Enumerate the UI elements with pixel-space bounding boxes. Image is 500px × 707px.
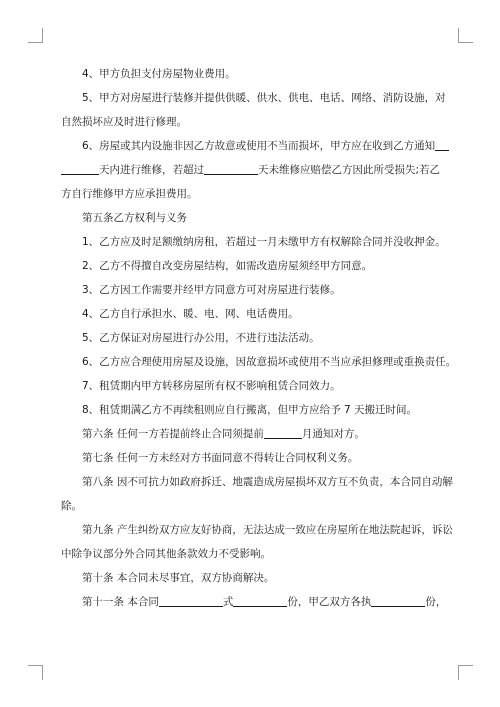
clause-line: 7、租赁期内甲方转移房屋所有权不影响租赁合同效力。: [82, 380, 341, 392]
clause-line: 第七条 任何一方未经对方书面同意不得转让合同权利义务。: [82, 452, 359, 464]
clause-line: 第八条 因不可抗力如政府拆迁、地震造成房屋损坏双方互不负责，本合同自动解: [82, 476, 453, 488]
fill-in-blank: [233, 594, 287, 607]
clause-line: 5、乙方保证对房屋进行办公用，不进行违法活动。: [82, 332, 320, 344]
clause-line: 中除争议部分外合同其他条款效力不受影响。: [61, 548, 271, 560]
section-heading: 第五条乙方权利与义务: [82, 212, 187, 224]
fill-in-blank: [159, 594, 223, 607]
clause-line: 第十条 本合同未尽事宜，双方协商解决。: [82, 572, 275, 584]
clause-line: 4、乙方自行承担水、暖、电、网、电话费用。: [82, 308, 299, 320]
clause-line: 3、乙方因工作需要并经甲方同意方可对房屋进行装修。: [82, 284, 341, 296]
clause-line: 6、房屋或其内设施非因乙方故意或使用不当而损坏，甲方应在收到乙方通知: [61, 134, 441, 158]
clause-line: 除。: [61, 500, 82, 512]
clause-line: 第九条 产生纠纷双方应友好协商，无法达成一致应在房屋所在地法院起诉，诉讼: [82, 524, 453, 536]
fill-in-blank: [61, 162, 99, 175]
clause-line: 6、乙方应合理使用房屋及设施，因故意损坏或使用不当应承担修理或重换责任。: [82, 356, 457, 368]
clause-line: 方自行维修甲方应承担费用。: [61, 188, 198, 200]
clause-line: 4、甲方负担支付房屋物业费用。: [82, 68, 236, 80]
corner-mark-top-left: [28, 28, 43, 43]
corner-mark-bottom-right: [458, 665, 473, 680]
clause-line: 1、乙方应及时足额缴纳房租，若超过一月未缴甲方有权解除合同并没收押金。: [82, 236, 446, 248]
document-body: [61, 62, 457, 614]
fill-in-blank: [435, 138, 449, 151]
corner-mark-bottom-left: [28, 665, 43, 680]
clause-line: 第六条 任何一方若提前终止合同须提前 月通知对方。: [82, 428, 365, 440]
clause-line: 2、乙方不得擅自改变房屋结构，如需改造房屋须经甲方同意。: [82, 260, 373, 272]
clause-line: 自然损坏应及时进行修理。: [61, 116, 187, 128]
corner-mark-top-right: [458, 28, 473, 43]
fill-in-blank: [264, 426, 302, 439]
clause-line: 5、甲方对房屋进行装修并提供供暖、供水、供电、电话、网络、消防设施，对: [82, 92, 446, 104]
clause-line: 天内进行维修，若超过 天未维修应赔偿乙方因此所受损失;若乙: [61, 158, 441, 182]
clause-line: 第十一条 本合同 式 份，甲乙双方各执 份，: [82, 596, 447, 608]
clause-line: 8、租赁期满乙方不再续租则应自行搬离，但甲方应给予 7 天搬迁时间。: [82, 404, 418, 416]
fill-in-blank: [371, 594, 425, 607]
fill-in-blank: [204, 162, 258, 175]
